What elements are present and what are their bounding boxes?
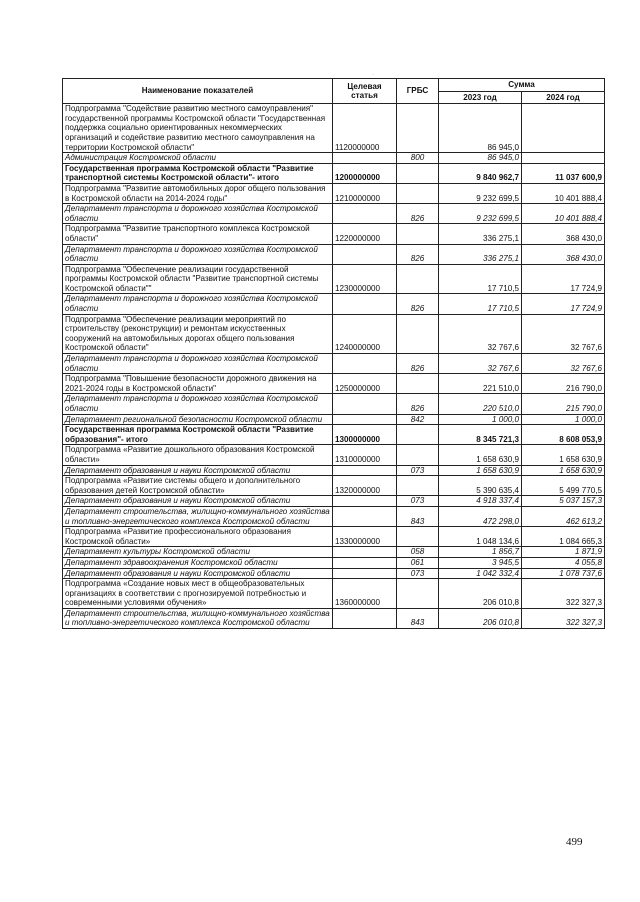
cell-grbs <box>397 579 439 609</box>
cell-name: Подпрограмма «Развитие системы общего и дополнительного образования детей Костромской области» <box>63 476 333 496</box>
header-name: Наименование показателей <box>63 79 333 104</box>
table-row-subprogram <box>63 527 605 547</box>
cell-sum-2023: 336 275,1 <box>439 224 522 244</box>
cell-sum-2024: 462 613,2 <box>522 506 605 526</box>
cell-grbs: 843 <box>397 506 439 526</box>
cell-target-code <box>333 496 397 507</box>
budget-table <box>62 78 605 629</box>
cell-name: Департамент образования и науки Костромской области <box>63 496 333 507</box>
cell-sum-2023: 9 232 699,5 <box>439 204 522 224</box>
table-row-subprogram <box>63 183 605 203</box>
cell-name: Департамент региональной безопасности Костромской области <box>63 414 333 425</box>
cell-target-code: 1220000000 <box>333 224 397 244</box>
cell-name: Департамент транспорта и дорожного хозяйства Костромской области <box>63 244 333 264</box>
cell-name: Департамент образования и науки Костромской области <box>63 465 333 476</box>
cell-name: Департамент культуры Костромской области <box>63 547 333 558</box>
cell-name: Администрация Костромской области <box>63 153 333 164</box>
cell-target-code: 1120000000 <box>333 104 397 153</box>
cell-sum-2024: 322 327,3 <box>522 579 605 609</box>
header-year-2024: 2024 год <box>522 91 605 104</box>
cell-target-code: 1300000000 <box>333 425 397 445</box>
table-row-department <box>63 153 605 164</box>
cell-target-code: 1200000000 <box>333 163 397 183</box>
cell-name: Департамент строительства, жилищно-коммунального хозяйства и топливно-энергетического комплекса Костромской области <box>63 506 333 526</box>
header-year-2023: 2023 год <box>439 91 522 104</box>
cell-grbs: 073 <box>397 496 439 507</box>
cell-name: Департамент строительства, жилищно-коммунального хозяйства и топливно-энергетического комплекса Костромской области <box>63 608 333 628</box>
table-header <box>63 79 605 104</box>
cell-sum-2023: 86 945,0 <box>439 104 522 153</box>
cell-sum-2024: 368 430,0 <box>522 224 605 244</box>
cell-sum-2024: 215 790,0 <box>522 394 605 414</box>
cell-target-code: 1230000000 <box>333 264 397 294</box>
header-sum: Сумма <box>439 79 605 92</box>
cell-name: Подпрограмма «Создание новых мест в общеобразовательных организациях в соответствии с прогнозируемой потребностью и современными условиями обучения» <box>63 579 333 609</box>
cell-grbs <box>397 445 439 465</box>
cell-sum-2023: 8 345 721,3 <box>439 425 522 445</box>
cell-sum-2024: 1 658 630,9 <box>522 465 605 476</box>
cell-name: Государственная программа Костромской области "Развитие транспортной системы Костромской области"- итого <box>63 163 333 183</box>
cell-grbs <box>397 104 439 153</box>
cell-sum-2023: 3 945,5 <box>439 557 522 568</box>
table-row-department <box>63 204 605 224</box>
table-row-subprogram <box>63 224 605 244</box>
cell-target-code <box>333 568 397 579</box>
cell-sum-2024: 1 000,0 <box>522 414 605 425</box>
cell-grbs <box>397 163 439 183</box>
cell-name: Департамент образования и науки Костромской области <box>63 568 333 579</box>
cell-sum-2023: 1 856,7 <box>439 547 522 558</box>
cell-sum-2024: 4 055,8 <box>522 557 605 568</box>
cell-sum-2023: 206 010,8 <box>439 608 522 628</box>
table-row-subprogram <box>63 264 605 294</box>
cell-name: Подпрограмма «Развитие профессионального образования Костромской области» <box>63 527 333 547</box>
cell-grbs: 073 <box>397 465 439 476</box>
cell-target-code <box>333 204 397 224</box>
cell-sum-2024: 1 084 665,3 <box>522 527 605 547</box>
cell-sum-2024 <box>522 153 605 164</box>
cell-target-code: 1360000000 <box>333 579 397 609</box>
cell-name: Департамент транспорта и дорожного хозяйства Костромской области <box>63 394 333 414</box>
cell-sum-2024: 1 658 630,9 <box>522 445 605 465</box>
table-row-subprogram <box>63 476 605 496</box>
cell-target-code <box>333 608 397 628</box>
cell-sum-2023: 220 510,0 <box>439 394 522 414</box>
cell-sum-2023: 206 010,8 <box>439 579 522 609</box>
cell-grbs: 843 <box>397 608 439 628</box>
cell-sum-2024: 5 499 770,5 <box>522 476 605 496</box>
table-row-department <box>63 394 605 414</box>
cell-target-code: 1330000000 <box>333 527 397 547</box>
cell-sum-2023: 17 710,5 <box>439 264 522 294</box>
table-row-department <box>63 465 605 476</box>
cell-target-code <box>333 547 397 558</box>
cell-target-code <box>333 506 397 526</box>
cell-sum-2023: 86 945,0 <box>439 153 522 164</box>
table-row-department <box>63 568 605 579</box>
table-row-department <box>63 547 605 558</box>
cell-target-code: 1310000000 <box>333 445 397 465</box>
cell-grbs <box>397 527 439 547</box>
cell-grbs <box>397 374 439 394</box>
cell-target-code <box>333 153 397 164</box>
table-body <box>63 104 605 629</box>
cell-sum-2024: 8 608 053,9 <box>522 425 605 445</box>
cell-sum-2024: 10 401 888,4 <box>522 204 605 224</box>
cell-target-code <box>333 244 397 264</box>
cell-sum-2023: 17 710,5 <box>439 294 522 314</box>
table-row-department <box>63 354 605 374</box>
cell-sum-2023: 1 658 630,9 <box>439 465 522 476</box>
cell-grbs: 073 <box>397 568 439 579</box>
cell-sum-2024: 322 327,3 <box>522 608 605 628</box>
cell-sum-2024: 10 401 888,4 <box>522 183 605 203</box>
table-row-department <box>63 496 605 507</box>
table-row-subprogram <box>63 445 605 465</box>
cell-sum-2023: 5 390 635,4 <box>439 476 522 496</box>
cell-name: Подпрограмма "Обеспечение реализации государственной программы Костромской области "Развитие транспортной системы Костромской области"" <box>63 264 333 294</box>
cell-grbs: 826 <box>397 354 439 374</box>
cell-target-code <box>333 394 397 414</box>
cell-name: Департамент здравоохранения Костромской области <box>63 557 333 568</box>
page-number: 499 <box>566 836 583 848</box>
budget-sheet <box>62 78 604 629</box>
cell-target-code <box>333 414 397 425</box>
cell-target-code <box>333 294 397 314</box>
cell-grbs: 058 <box>397 547 439 558</box>
table-row-department <box>63 557 605 568</box>
table-row-subprogram <box>63 104 605 153</box>
cell-target-code: 1240000000 <box>333 314 397 353</box>
cell-target-code: 1210000000 <box>333 183 397 203</box>
cell-target-code: 1250000000 <box>333 374 397 394</box>
table-row-subprogram <box>63 314 605 353</box>
cell-sum-2023: 32 767,6 <box>439 314 522 353</box>
cell-grbs: 826 <box>397 394 439 414</box>
table-row-subprogram <box>63 579 605 609</box>
cell-sum-2024: 17 724,9 <box>522 294 605 314</box>
cell-sum-2023: 4 918 337,4 <box>439 496 522 507</box>
cell-sum-2023: 1 048 134,6 <box>439 527 522 547</box>
table-row-department <box>63 506 605 526</box>
cell-grbs <box>397 224 439 244</box>
cell-name: Департамент транспорта и дорожного хозяйства Костромской области <box>63 294 333 314</box>
header-code: Целевая статья <box>333 79 397 104</box>
cell-name: Подпрограмма "Развитие транспортного комплекса Костромской области" <box>63 224 333 244</box>
cell-grbs <box>397 314 439 353</box>
cell-name: Государственная программа Костромской области "Развитие образования"- итого <box>63 425 333 445</box>
table-row-subprogram <box>63 374 605 394</box>
cell-target-code <box>333 354 397 374</box>
cell-sum-2024: 368 430,0 <box>522 244 605 264</box>
cell-sum-2024: 32 767,6 <box>522 314 605 353</box>
cell-grbs <box>397 183 439 203</box>
table-row-department <box>63 608 605 628</box>
cell-sum-2024: 1 871,9 <box>522 547 605 558</box>
cell-sum-2024: 11 037 600,9 <box>522 163 605 183</box>
table-row-department <box>63 294 605 314</box>
cell-sum-2023: 1 000,0 <box>439 414 522 425</box>
cell-name: Подпрограмма "Обеспечение реализации мероприятий по строительству (реконструкции) и ремонтам искусственных сооружений на автомобильных дорогах общего пользования Костромской области" <box>63 314 333 353</box>
cell-sum-2023: 336 275,1 <box>439 244 522 264</box>
table-row-department <box>63 414 605 425</box>
cell-sum-2024: 216 790,0 <box>522 374 605 394</box>
cell-grbs: 826 <box>397 244 439 264</box>
table-row-program-total <box>63 425 605 445</box>
cell-grbs: 842 <box>397 414 439 425</box>
cell-name: Подпрограмма «Развитие дошкольного образования Костромской области» <box>63 445 333 465</box>
cell-grbs: 061 <box>397 557 439 568</box>
cell-name: Подпрограмма "Повышение безопасности дорожного движения на 2021-2024 годы в Костромской области" <box>63 374 333 394</box>
cell-target-code <box>333 557 397 568</box>
table-row-department <box>63 244 605 264</box>
cell-target-code <box>333 465 397 476</box>
cell-grbs <box>397 264 439 294</box>
cell-sum-2023: 9 840 962,7 <box>439 163 522 183</box>
cell-grbs: 826 <box>397 294 439 314</box>
header-grbs: ГРБС <box>397 79 439 104</box>
cell-grbs: 826 <box>397 204 439 224</box>
cell-grbs: 800 <box>397 153 439 164</box>
cell-sum-2023: 9 232 699,5 <box>439 183 522 203</box>
cell-target-code: 1320000000 <box>333 476 397 496</box>
table-row-program-total <box>63 163 605 183</box>
cell-sum-2024: 5 037 157,3 <box>522 496 605 507</box>
cell-sum-2024: 32 767,6 <box>522 354 605 374</box>
cell-sum-2023: 1 658 630,9 <box>439 445 522 465</box>
cell-sum-2023: 472 298,0 <box>439 506 522 526</box>
cell-sum-2023: 32 767,6 <box>439 354 522 374</box>
cell-name: Подпрограмма "Развитие автомобильных дорог общего пользования в Костромской области на 2014-2024 годы" <box>63 183 333 203</box>
cell-name: Департамент транспорта и дорожного хозяйства Костромской области <box>63 204 333 224</box>
cell-sum-2023: 1 042 332,4 <box>439 568 522 579</box>
cell-grbs <box>397 476 439 496</box>
cell-name: Департамент транспорта и дорожного хозяйства Костромской области <box>63 354 333 374</box>
cell-sum-2024: 17 724,9 <box>522 264 605 294</box>
cell-sum-2024: 1 078 737,6 <box>522 568 605 579</box>
cell-name: Подпрограмма "Содействие развитию местного самоуправления" государственной программы Костромской области "Государственная поддержка социально ориентированных некоммерческих организаций и содействие развитию местного самоуправления на территории Костромской области" <box>63 104 333 153</box>
cell-sum-2024 <box>522 104 605 153</box>
cell-sum-2023: 221 510,0 <box>439 374 522 394</box>
scan-mark: · <box>372 72 374 78</box>
cell-grbs <box>397 425 439 445</box>
